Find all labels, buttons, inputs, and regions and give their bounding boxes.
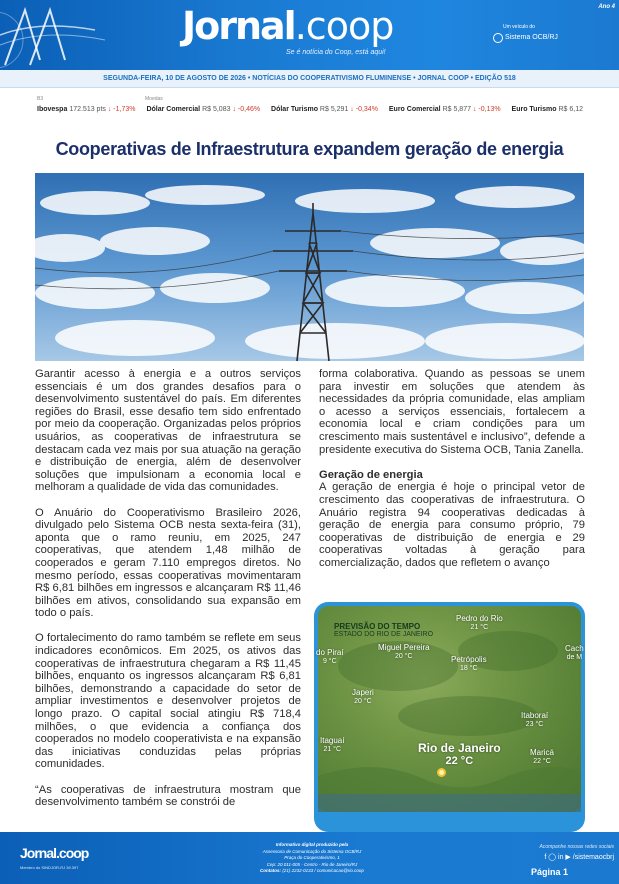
ticker-change: ↓ -1,73% (107, 106, 136, 113)
article-paragraph: forma colaborativa. Quando as pessoas se unem para investir em soluções que atendem às necessidades da própria comunidade, elas ampliam o acesso a serviços essenciais, fortalecem a economia local e criam condições para um crescimento mais sustentável e inclusivo”, defende a presidente executiva do Sistema OCB, Tania Zanella. (319, 368, 585, 456)
sponsor-small-text: Um veículo do (503, 24, 535, 30)
ticker-name: Ibovespa (37, 106, 68, 113)
weather-map (316, 606, 584, 812)
instagram-icon[interactable]: ◯ (548, 854, 557, 861)
youtube-icon[interactable]: ▶ (565, 854, 571, 861)
city-temp: 20 °C (394, 653, 413, 660)
weather-forecast-card[interactable] (314, 602, 585, 832)
ticker-item (389, 106, 501, 113)
footer-contact-line (232, 868, 392, 875)
city-cachoeiras (565, 644, 584, 662)
city-temp: 22 °C (533, 758, 551, 765)
ticker-name: Euro Turismo (511, 106, 557, 113)
ticker-change: ↓ -0,13% (472, 106, 501, 113)
footer-info-line: Praça do Cooperativismo, 1 (284, 855, 340, 860)
city-name: Petrópolis (451, 655, 487, 664)
logo-main-text: Jornal (182, 4, 295, 48)
article-column-2 (319, 368, 585, 582)
ocb-logo-icon (493, 33, 503, 43)
ticker-item (146, 106, 260, 113)
city-name: Cach (565, 644, 584, 653)
ticker-name: Dólar Turismo (271, 106, 318, 113)
power-tower-illustration (35, 173, 584, 361)
ticker-change: ↓ -0,34% (350, 106, 378, 113)
city-temp: 21 °C (323, 746, 342, 753)
page-number: Página 1 (530, 867, 568, 877)
footer-info-line: Cep: 20.011-005 - Centro - Rio de Janeiro/RJ (266, 861, 358, 867)
city-temp: 20 °C (354, 698, 372, 705)
city-itaborai (521, 711, 548, 729)
tagline: Se é notícia do Coop, está aqui! (286, 49, 386, 56)
city-name: Miguel Pereira (378, 643, 430, 652)
jornal-coop-logo[interactable] (182, 4, 393, 48)
ticker-label-moedas: Moedas (145, 96, 163, 102)
footer (0, 832, 619, 884)
city-marica (530, 748, 554, 766)
city-petropolis (451, 655, 487, 673)
city-temp: 23 °C (525, 721, 544, 728)
city-pirai (316, 648, 344, 666)
city-name: do Piraí (316, 648, 344, 657)
ticker-item (37, 106, 135, 113)
ticker-row (37, 106, 592, 113)
social-handle[interactable]: /sistemaocbrj (572, 854, 614, 861)
sun-icon (437, 768, 446, 777)
city-itaguai (320, 736, 344, 754)
city-japeri (352, 688, 374, 706)
city-temp: 9 °C (322, 658, 337, 665)
footer-logo[interactable]: Jornal.coop (20, 845, 89, 861)
footer-social-label: Acompanhe nossas redes sociais (539, 844, 614, 850)
city-temp: 21 °C (470, 624, 489, 631)
edition-year: Ano 4 (598, 4, 615, 10)
sponsor-name: Sistema OCB/RJ (505, 34, 558, 41)
ticker-value: R$ 6,12 (558, 106, 583, 113)
footer-info-line: Informativo digital produzido pela (275, 842, 349, 847)
ticker-name: Dólar Comercial (146, 106, 201, 113)
article-paragraph: O Anuário do Cooperativismo Brasileiro 2026, divulgado pelo Sistema OCB nesta sexta-feira (31), aponta que o ramo reuniu, em 2025, 247 cooperativas, que atendem 1,48 milhão de cooperados e geram 7.110 empregos diretos. No mesmo período, essas cooperativas movimentaram R$ 6,81 bilhões em ingressos e alcançaram R$ 11,46 bilhões em ativos, consolidando sua expansão em todo o país. (35, 506, 301, 620)
facebook-icon[interactable]: f (544, 854, 547, 861)
market-ticker (37, 94, 583, 124)
city-pedro-do-rio (456, 614, 503, 632)
ticker-name: Euro Comercial (388, 106, 441, 113)
article-column-1 (35, 368, 301, 821)
ticker-value: R$ 5,083 (202, 106, 231, 113)
logo-coop-text: .coop (294, 4, 394, 48)
city-name: Itaboraí (521, 711, 549, 720)
masthead (0, 0, 619, 70)
weather-title: PREVISÃO DO TEMPO (334, 622, 421, 631)
footer-social-links[interactable] (544, 853, 614, 861)
ticker-change: ↓ -0,46% (232, 106, 261, 113)
city-miguel-pereira (378, 643, 430, 661)
city-temp: de M (566, 654, 583, 661)
ticker-item (271, 106, 378, 113)
article-paragraph: “As cooperativas de infraestrutura mostram que desenvolvimento também se constrói de (35, 783, 301, 809)
city-name: Japeri (352, 688, 374, 697)
ticker-item (512, 106, 583, 113)
ticker-value: R$ 5,291 (319, 106, 349, 113)
article-headline[interactable]: Cooperativas de Infraestrutura expandem geração de energia (55, 139, 564, 159)
footer-contact-label: Contatos: (260, 868, 282, 873)
footer-logo-sub: Membro do SINDJOR-RJ 39.397 (20, 865, 79, 870)
article-paragraph: O fortalecimento do ramo também se reflete em seus indicadores econômicos. Em 2025, os ativos das cooperativas de infraestrutura chegaram a R$ 11,45 bilhões, enquanto os ingressos alcançaram R$ 6,81 bilhões, demonstrando a capacidade do setor de ampliar investimentos e desenvolver projetos de longo prazo. O capital social atingiu R$ 718,4 milhões, o que evidencia a confiança dos cooperados no modelo cooperativista e na expansão das iniciativas conduzidas pelas próprias comunidades. (35, 632, 301, 771)
edition-datebar: SEGUNDA-FEIRA, 10 DE AGOSTO DE 2026 • NOTÍCIAS DO COOPERATIVISMO FLUMINENSE • JORNAL COOP • EDIÇÃO 518 (0, 70, 619, 88)
ticker-value: 172.513 pts (69, 106, 106, 113)
footer-contact-link[interactable]: (21) 2232-0133 / comunicacao@rio.coop (282, 868, 364, 873)
city-name: Itaguaí (320, 736, 345, 745)
ticker-label-b3: B3 (37, 96, 44, 102)
city-name: Maricá (530, 748, 555, 757)
city-temp: 18 °C (459, 665, 478, 672)
city-name: Rio de Janeiro (418, 741, 501, 755)
article-photo-power-tower (35, 173, 584, 361)
city-name: Pedro do Rio (456, 614, 503, 623)
article-paragraph: Garantir acesso à energia e a outros serviços essenciais é um dos grandes desafios para o desenvolvimento sustentável do país. Em diferentes regiões do Brasil, esse desafio tem sido enfrentado por meio da cooperação. Organizadas pelos próprios usuários, as cooperativas de infraestrutura se destacam cada vez mais por sua atuação na geração e distribuição de energia, além de desenvolver soluções que impulsionam a economia local e melhoram a qualidade de vida das comunidades. (35, 368, 301, 494)
article-subhead: Geração de energia (319, 468, 423, 481)
weather-subtitle: ESTADO DO RIO DE JANEIRO (334, 631, 434, 638)
linkedin-icon[interactable]: in (558, 854, 564, 861)
footer-info (232, 842, 392, 875)
city-temp: 22 °C (445, 755, 474, 767)
ticker-value: R$ 5,877 (442, 106, 471, 113)
masthead-decoration (0, 0, 110, 70)
city-rio-de-janeiro (418, 742, 501, 768)
article-paragraph: A geração de energia é hoje o principal vetor de crescimento das cooperativas de infraestrutura. O Anuário registra 94 cooperativas dedicadas à geração de energia para consumo próprio, 79 cooperativas de distribuição de energia e 29 cooperativas voltadas à geração para comercialização, dados que refletem o avanço (319, 481, 585, 569)
footer-info-line: Assessoria de Comunicação do Sistema OCB/RJ (262, 848, 362, 854)
